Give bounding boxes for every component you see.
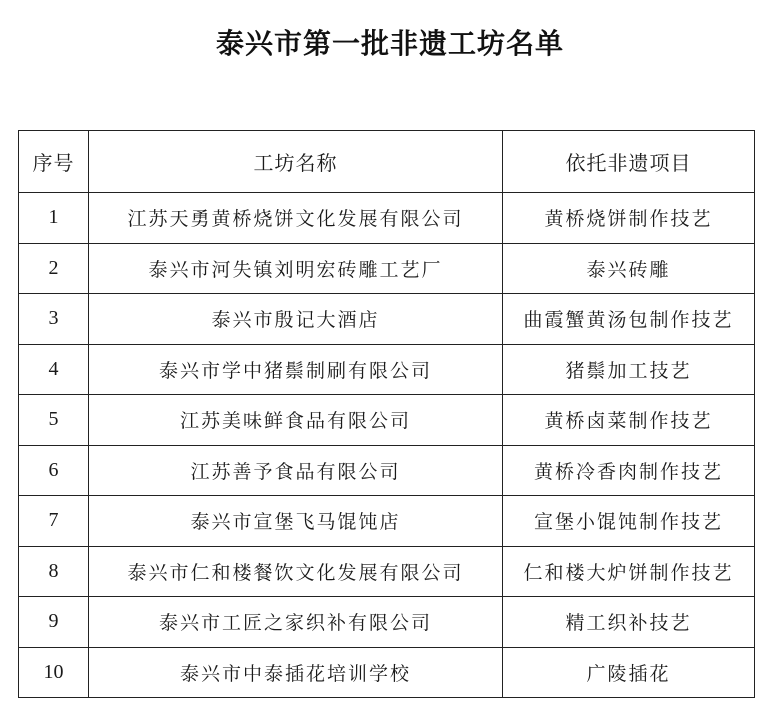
table-row bbox=[19, 597, 755, 648]
table-row bbox=[19, 647, 755, 698]
table-row bbox=[19, 546, 755, 597]
row-index: 4 bbox=[19, 344, 89, 395]
row-workshop-name: 江苏天勇黄桥烧饼文化发展有限公司 bbox=[89, 193, 503, 244]
table-row bbox=[19, 395, 755, 446]
row-index: 1 bbox=[19, 193, 89, 244]
row-index: 10 bbox=[19, 647, 89, 698]
row-workshop-name: 泰兴市学中猪鬃制刷有限公司 bbox=[89, 344, 503, 395]
row-workshop-name: 泰兴市仁和楼餐饮文化发展有限公司 bbox=[89, 546, 503, 597]
row-heritage-project: 宣堡小馄饨制作技艺 bbox=[503, 496, 755, 547]
row-heritage-project: 泰兴砖雕 bbox=[503, 243, 755, 294]
row-workshop-name: 泰兴市工匠之家织补有限公司 bbox=[89, 597, 503, 648]
table-row bbox=[19, 496, 755, 547]
header-index: 序号 bbox=[19, 131, 89, 193]
row-workshop-name: 泰兴市宣堡飞马馄饨店 bbox=[89, 496, 503, 547]
table-row bbox=[19, 344, 755, 395]
table-row bbox=[19, 193, 755, 244]
row-workshop-name: 泰兴市河失镇刘明宏砖雕工艺厂 bbox=[89, 243, 503, 294]
row-heritage-project: 黄桥卤菜制作技艺 bbox=[503, 395, 755, 446]
row-heritage-project: 曲霞蟹黄汤包制作技艺 bbox=[503, 294, 755, 345]
row-index: 8 bbox=[19, 546, 89, 597]
row-heritage-project: 黄桥烧饼制作技艺 bbox=[503, 193, 755, 244]
row-heritage-project: 猪鬃加工技艺 bbox=[503, 344, 755, 395]
row-heritage-project: 黄桥冷香肉制作技艺 bbox=[503, 445, 755, 496]
row-heritage-project: 广陵插花 bbox=[503, 647, 755, 698]
row-index: 7 bbox=[19, 496, 89, 547]
table-row bbox=[19, 243, 755, 294]
table-row bbox=[19, 294, 755, 345]
row-workshop-name: 泰兴市殷记大酒店 bbox=[89, 294, 503, 345]
row-index: 9 bbox=[19, 597, 89, 648]
row-workshop-name: 江苏美味鲜食品有限公司 bbox=[89, 395, 503, 446]
row-index: 6 bbox=[19, 445, 89, 496]
table-row bbox=[19, 445, 755, 496]
row-index: 5 bbox=[19, 395, 89, 446]
row-heritage-project: 精工织补技艺 bbox=[503, 597, 755, 648]
row-workshop-name: 泰兴市中泰插花培训学校 bbox=[89, 647, 503, 698]
row-index: 3 bbox=[19, 294, 89, 345]
row-index: 2 bbox=[19, 243, 89, 294]
header-heritage-project: 依托非遗项目 bbox=[503, 131, 755, 193]
table-header-row bbox=[19, 131, 755, 193]
row-heritage-project: 仁和楼大炉饼制作技艺 bbox=[503, 546, 755, 597]
row-workshop-name: 江苏善予食品有限公司 bbox=[89, 445, 503, 496]
workshop-table bbox=[18, 130, 755, 698]
header-workshop-name: 工坊名称 bbox=[89, 131, 503, 193]
page-title: 泰兴市第一批非遗工坊名单 bbox=[215, 27, 564, 60]
